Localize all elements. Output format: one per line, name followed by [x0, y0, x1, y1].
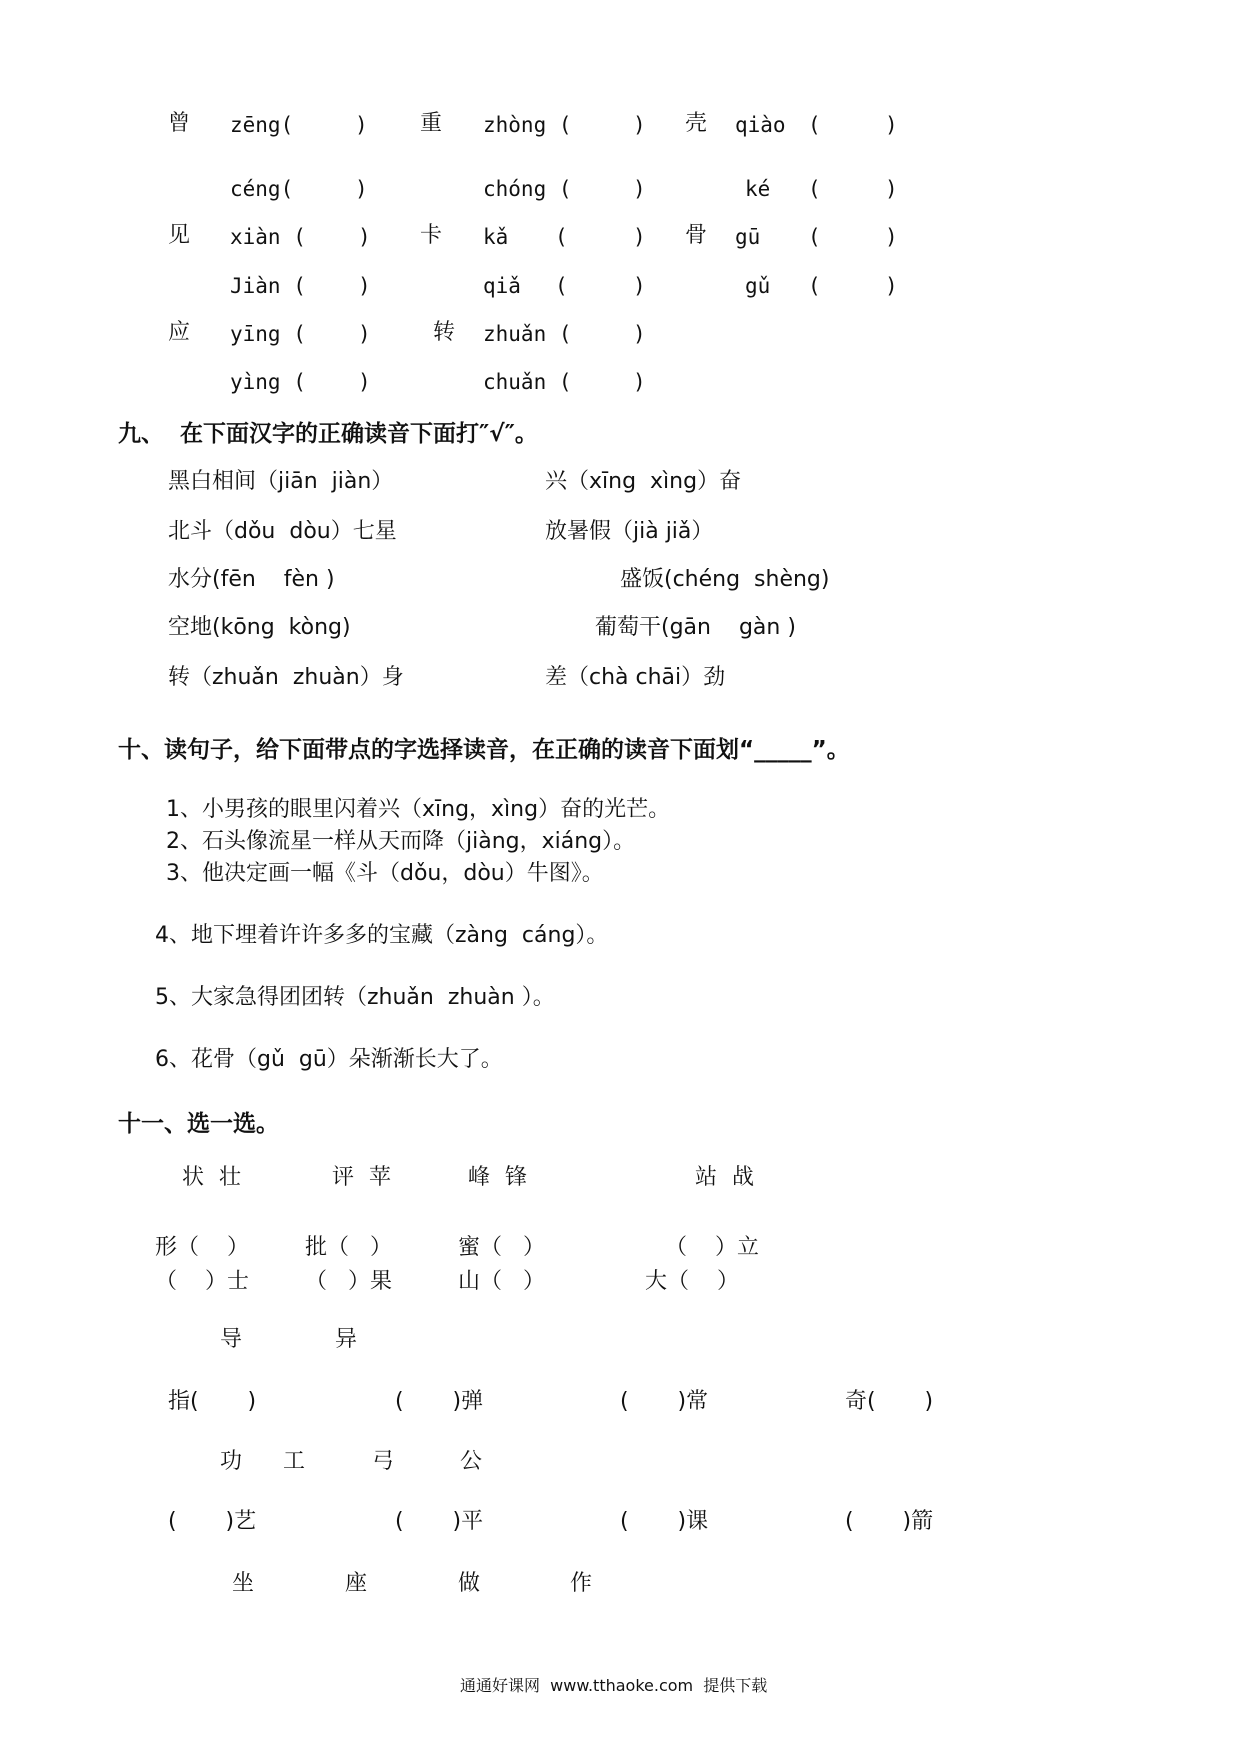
section-10-heading: 十、读句子，给下面带点的字选择读音，在正确的读音下面划“_____”。	[118, 737, 850, 763]
choice-item: 差（chà chāi）劲	[545, 665, 726, 690]
fill-blank: 指( )	[168, 1389, 257, 1414]
section-9-heading: 九、 在下面汉字的正确读音下面打″√″。	[118, 421, 538, 447]
fill-blank: ( )艺	[168, 1509, 257, 1534]
polyphone-char: 骨	[685, 223, 708, 248]
word-choice: 座	[345, 1571, 368, 1596]
polyphone-char: 重	[420, 111, 443, 136]
pinyin-blank: zēng(	[230, 113, 294, 137]
choice-item: 转（zhuǎn zhuàn）身	[168, 665, 404, 690]
fill-blank: ( )平	[395, 1509, 484, 1534]
blank-close: )	[633, 322, 646, 346]
pinyin: kǎ	[483, 225, 509, 249]
word-choice-pair: 峰 锋	[468, 1165, 531, 1190]
fill-blank: ( )弹	[395, 1389, 484, 1414]
footer-source: 通通好课网 www.tthaoke.com 提供下载	[460, 1676, 768, 1695]
blank-close: )	[633, 274, 646, 298]
blank-open: (	[808, 177, 821, 201]
fill-blank: ( )课	[620, 1509, 709, 1534]
fill-blank: 奇( )	[845, 1389, 934, 1414]
word-choice-pair: 站 战	[695, 1165, 758, 1190]
sentence-item: 2、石头像流星一样从天而降（jiàng，xiáng）。	[166, 829, 636, 854]
choice-item: 北斗（dǒu dòu）七星	[168, 519, 397, 544]
pinyin-blank: zhòng (	[483, 113, 572, 137]
blank-open: (	[808, 113, 821, 137]
fill-blank: （ ）立	[665, 1235, 759, 1260]
blank-open: (	[555, 274, 568, 298]
choice-item: 放暑假（jià jiǎ）	[545, 519, 714, 544]
blank-close: )	[358, 370, 371, 394]
blank-close: )	[355, 177, 368, 201]
sentence-item: 6、花骨（gǔ gū）朵渐渐长大了。	[155, 1047, 503, 1072]
sentence-item: 4、地下埋着许许多多的宝藏（zàng cáng）。	[155, 923, 609, 948]
blank-close: )	[633, 177, 646, 201]
fill-blank: 山（ ）	[458, 1269, 545, 1294]
word-choice: 作	[570, 1571, 593, 1596]
word-choice: 导	[220, 1327, 243, 1352]
word-choice: 坐	[232, 1571, 255, 1596]
fill-blank: 批（ ）	[305, 1235, 392, 1260]
choice-item: 黑白相间（jiān jiàn）	[168, 469, 394, 494]
pinyin-blank: chóng (	[483, 177, 572, 201]
pinyin-blank: zhuǎn (	[483, 322, 572, 346]
fill-blank: ( )常	[620, 1389, 709, 1414]
pinyin-blank: yìng (	[230, 370, 306, 394]
pinyin-blank: yīng (	[230, 322, 306, 346]
sentence-item: 5、大家急得团团转（zhuǎn zhuàn ）。	[155, 985, 555, 1010]
polyphone-char: 壳	[685, 111, 708, 136]
fill-blank: 蜜（ ）	[458, 1235, 545, 1260]
choice-item: 兴（xīng xìng）奋	[545, 469, 742, 494]
blank-close: )	[885, 274, 898, 298]
section-11-heading: 十一、选一选。	[118, 1111, 279, 1137]
fill-blank: 大（ ）	[645, 1269, 739, 1294]
polyphone-char: 应	[168, 320, 191, 345]
sentence-item: 3、他决定画一幅《斗（dǒu，dòu）牛图》。	[166, 861, 604, 886]
fill-blank: ( )箭	[845, 1509, 934, 1534]
fill-blank: （ ）士	[155, 1269, 249, 1294]
blank-close: )	[885, 225, 898, 249]
pinyin: gǔ	[745, 274, 771, 298]
choice-item: 空地(kōng kòng)	[168, 615, 351, 640]
blank-close: )	[885, 113, 898, 137]
word-choice: 弓	[372, 1449, 395, 1474]
polyphone-char: 转	[433, 320, 456, 345]
pinyin-blank: céng(	[230, 177, 294, 201]
pinyin-blank: Jiàn (	[230, 274, 306, 298]
blank-close: )	[358, 225, 371, 249]
word-choice: 公	[460, 1449, 483, 1474]
blank-close: )	[633, 225, 646, 249]
word-choice: 异	[335, 1327, 358, 1352]
fill-blank: 形（ ）	[155, 1235, 249, 1260]
blank-close: )	[355, 113, 368, 137]
blank-close: )	[885, 177, 898, 201]
pinyin: gū	[735, 225, 761, 249]
pinyin: qiǎ	[483, 274, 521, 298]
sentence-item: 1、小男孩的眼里闪着兴（xīng，xìng）奋的光芒。	[166, 797, 671, 822]
word-choice: 工	[283, 1449, 306, 1474]
choice-item: 盛饭(chéng shèng)	[620, 567, 830, 592]
word-choice-pair: 状 壮	[182, 1165, 245, 1190]
blank-open: (	[555, 225, 568, 249]
word-choice-pair: 评 苹	[332, 1165, 395, 1190]
pinyin: qiào	[735, 113, 786, 137]
polyphone-char: 卡	[420, 223, 443, 248]
choice-item: 水分(fēn fèn )	[168, 567, 335, 592]
polyphone-char: 曾	[168, 111, 191, 136]
pinyin-blank: xiàn (	[230, 225, 306, 249]
blank-close: )	[633, 113, 646, 137]
blank-close: )	[358, 274, 371, 298]
word-choice: 功	[220, 1449, 243, 1474]
blank-close: )	[633, 370, 646, 394]
blank-open: (	[808, 225, 821, 249]
polyphone-char: 见	[168, 223, 191, 248]
blank-open: (	[808, 274, 821, 298]
word-choice: 做	[458, 1571, 481, 1596]
fill-blank: （ ）果	[305, 1269, 392, 1294]
blank-close: )	[358, 322, 371, 346]
pinyin: ké	[745, 177, 771, 201]
choice-item: 葡萄干(gān gàn )	[595, 615, 796, 640]
pinyin-blank: chuǎn (	[483, 370, 572, 394]
